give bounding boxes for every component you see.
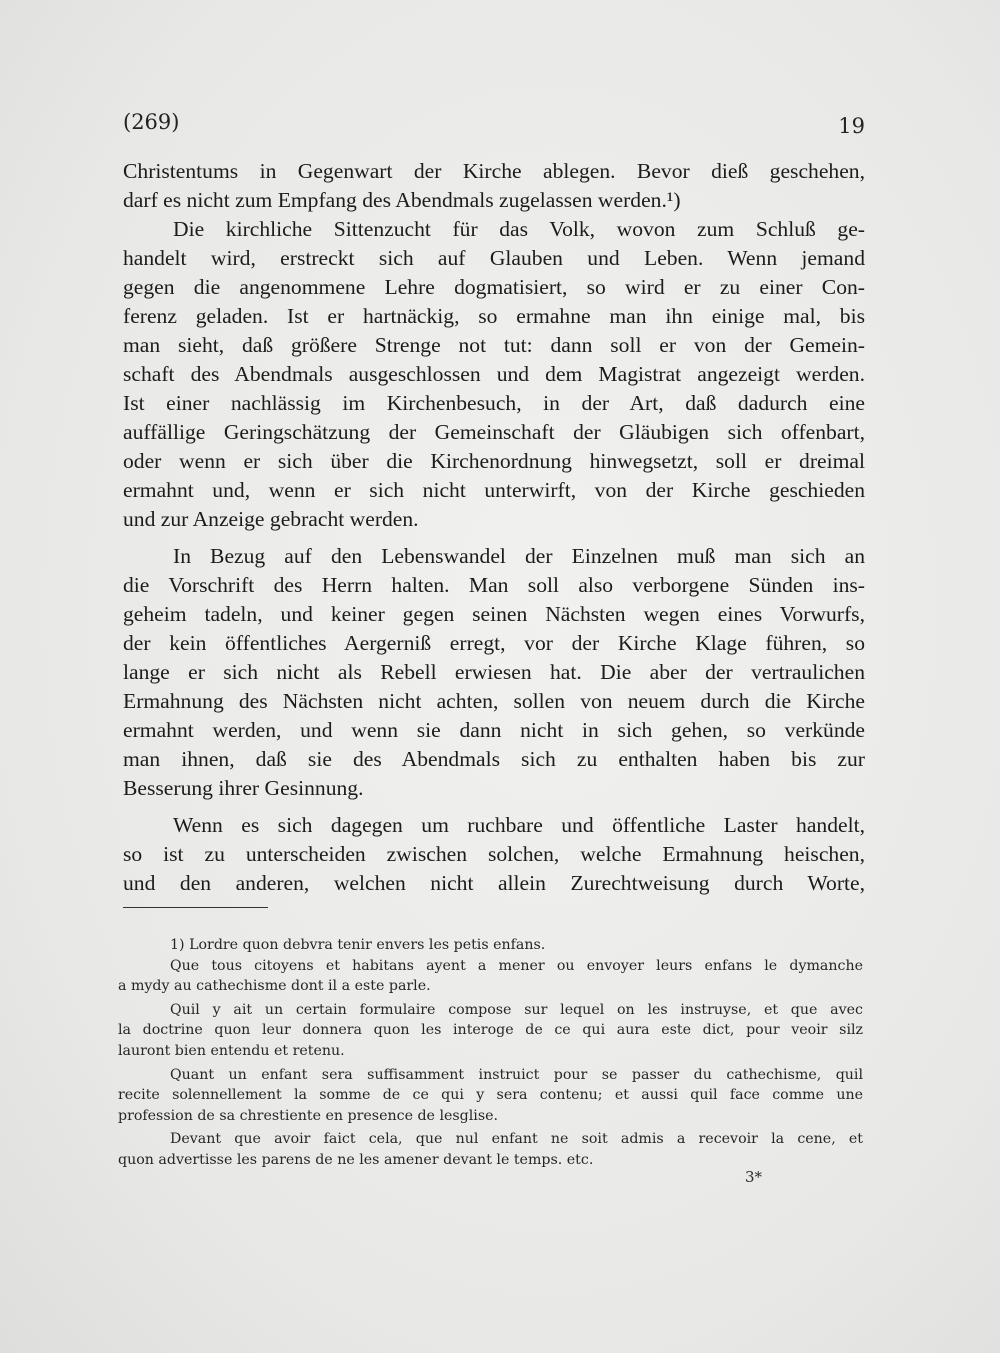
footnote-line: lauront bien entendu et retenu. [118, 1042, 345, 1059]
text-line: Wenn es sich dagegen um ruchbare und öffentliche Laster handelt, [173, 813, 865, 837]
text-line: der kein öffentliches Aergerniß erregt, vor der Kirche Klage führen, so [123, 631, 865, 655]
text-line: man sieht, daß größere Strenge not tut: dann soll er von der Gemein- [123, 333, 865, 357]
footnote-line: Quant un enfant sera suffisamment instruict pour se passer du cathechisme, quil [170, 1066, 863, 1083]
footnote-line: a mydy au cathechisme dont il a este parle. [118, 978, 431, 995]
running-header [123, 110, 865, 144]
footnote-line: recite solennellement la somme de ce qui y sera contenu; et aussi quil face comme une [118, 1087, 863, 1104]
text-line: auffällige Geringschätzung der Gemeinschaft der Gläubigen sich offenbart, [123, 420, 865, 444]
text-line: ermahnt und, wenn er sich nicht unterwirft, von der Kirche geschieden [123, 478, 865, 502]
footnote-line: la doctrine quon leur donnera quon les interoge de ce qui aura este dict, pour veoir silz [118, 1022, 863, 1039]
text-line: Die kirchliche Sittenzucht für das Volk, wovon zum Schluß ge- [173, 217, 865, 241]
footnote-line: Quil y ait un certain formulaire compose sur lequel on les instruyse, et que avec [170, 1001, 863, 1018]
text-line: Besserung ihrer Gesinnung. [123, 776, 364, 800]
paragraph-gap [123, 534, 865, 542]
text-line: Ermahnung des Nächsten nicht achten, sollen von neuem durch die Kirche [123, 689, 865, 713]
text-line: und den anderen, welchen nicht allein Zurechtweisung durch Worte, [123, 871, 865, 895]
footnote-line: profession de sa chrestiente en presence de lesglise. [118, 1107, 499, 1124]
footnote-line: quon advertisse les parens de ne les amener devant le temps. etc. [118, 1151, 594, 1168]
text-line: Christentums in Gegenwart der Kirche ablegen. Bevor dieß geschehen, [123, 159, 865, 183]
text-line: handelt wird, erstreckt sich auf Glauben und Leben. Wenn jemand [123, 246, 865, 270]
text-line: die Vorschrift des Herrn halten. Man soll also verborgene Sünden ins- [123, 573, 865, 597]
header-section-number: (269) [123, 110, 180, 134]
text-line: lange er sich nicht als Rebell erwiesen hat. Die aber der vertraulichen [123, 660, 865, 684]
text-line: man ihnen, daß sie des Abendmals sich zu enthalten haben bis zur [123, 747, 865, 771]
text-line: ermahnt werden, und wenn sie dann nicht in sich gehen, so verkünde [123, 718, 865, 742]
footnote-line: 1) Lordre quon debvra tenir envers les petis enfans. [170, 937, 546, 953]
footnote-line: Que tous citoyens et habitans ayent a mener ou envoyer leurs enfans le dymanche [170, 957, 863, 974]
main-text [123, 157, 865, 898]
footnote-line: Devant que avoir faict cela, que nul enfant ne soit admis a recevoir la cene, et [170, 1131, 863, 1148]
page-number: 19 [838, 114, 865, 138]
footnotes [118, 935, 863, 1171]
text-line: gegen die angenommene Lehre dogmatisiert, so wird er zu einer Con- [123, 275, 865, 299]
text-line: geheim tadeln, und keiner gegen seinen Nächsten wegen eines Vorwurfs, [123, 602, 865, 626]
text-line: darf es nicht zum Empfang des Abendmals zugelassen werden.¹) [123, 188, 681, 212]
printer-signature-mark: 3* [745, 1168, 763, 1186]
text-line: ferenz geladen. Ist er hartnäckig, so ermahne man ihn einige mal, bis [123, 304, 865, 328]
footnote-separator [123, 907, 268, 908]
text-line: In Bezug auf den Lebenswandel der Einzelnen muß man sich an [173, 544, 865, 568]
text-line: oder wenn er sich über die Kirchenordnung hinwegsetzt, soll er dreimal [123, 449, 865, 473]
text-line: schaft des Abendmals ausgeschlossen und dem Magistrat angezeigt werden. [123, 362, 865, 386]
text-line: Ist einer nachlässig im Kirchenbesuch, in der Art, daß dadurch eine [123, 391, 865, 415]
text-line: so ist zu unterscheiden zwischen solchen, welche Ermahnung heischen, [123, 842, 865, 866]
paragraph-gap [123, 803, 865, 811]
text-line: und zur Anzeige gebracht werden. [123, 507, 419, 531]
